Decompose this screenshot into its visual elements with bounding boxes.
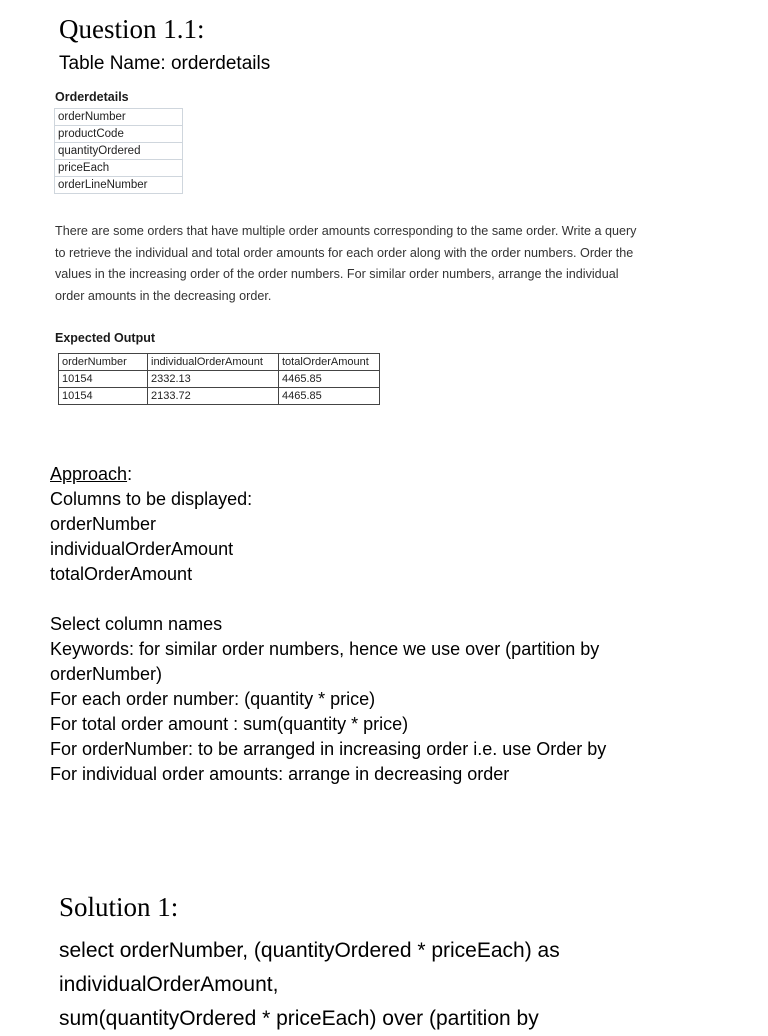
description-line: There are some orders that have multiple order amounts corresponding to the same order. Write a query bbox=[55, 224, 637, 238]
approach-line: For each order number: (quantity * price) bbox=[50, 689, 376, 709]
schema-table bbox=[54, 108, 183, 194]
solution-heading: Solution 1: bbox=[59, 892, 179, 922]
approach-line: Select column names bbox=[50, 614, 223, 634]
approach-line: For individual order amounts: arrange in decreasing order bbox=[50, 764, 510, 784]
code-line: select orderNumber, (quantityOrdered * priceEach) as bbox=[59, 939, 560, 962]
approach-line: totalOrderAmount bbox=[50, 564, 193, 584]
table-row bbox=[59, 388, 380, 405]
table-cell: 4465.85 bbox=[279, 388, 380, 405]
approach-colon: : bbox=[127, 464, 133, 484]
schema-field: orderLineNumber bbox=[55, 177, 183, 194]
schema-field: productCode bbox=[55, 126, 183, 143]
description-line: order amounts in the decreasing order. bbox=[55, 288, 272, 303]
table-cell: 10154 bbox=[59, 371, 148, 388]
schema-row bbox=[55, 109, 183, 126]
approach-section bbox=[50, 462, 740, 787]
schema-field: priceEach bbox=[55, 160, 183, 177]
approach-line: individualOrderAmount bbox=[50, 539, 234, 559]
table-cell: 2332.13 bbox=[148, 371, 279, 388]
schema-row bbox=[55, 126, 183, 143]
table-cell: 4465.85 bbox=[279, 371, 380, 388]
expected-output-title: Expected Output bbox=[55, 331, 156, 345]
expected-output-table-wrapper bbox=[58, 353, 380, 405]
code-line: individualOrderAmount, bbox=[59, 973, 279, 996]
description-paragraph bbox=[55, 221, 715, 307]
description-line: values in the increasing order of the order numbers. For similar order numbers, arrange the individual bbox=[55, 267, 619, 281]
column-header: individualOrderAmount bbox=[148, 354, 279, 371]
question-heading: Question 1.1: bbox=[59, 14, 205, 44]
schema-table-wrapper bbox=[54, 108, 183, 194]
schema-row bbox=[55, 177, 183, 194]
schema-row bbox=[55, 143, 183, 160]
schema-title: Orderdetails bbox=[55, 90, 129, 104]
expected-output-table bbox=[58, 353, 380, 405]
column-header: orderNumber bbox=[59, 354, 148, 371]
description-line: to retrieve the individual and total order amounts for each order along with the order numbers. Order the bbox=[55, 245, 634, 260]
approach-line: Columns to be displayed: bbox=[50, 489, 253, 509]
schema-row bbox=[55, 160, 183, 177]
schema-field: orderNumber bbox=[55, 109, 183, 126]
approach-line: orderNumber) bbox=[50, 664, 163, 684]
table-name-line: Table Name: orderdetails bbox=[59, 53, 271, 74]
table-row bbox=[59, 371, 380, 388]
schema-field: quantityOrdered bbox=[55, 143, 183, 160]
table-cell: 2133.72 bbox=[148, 388, 279, 405]
column-header: totalOrderAmount bbox=[279, 354, 380, 371]
approach-line: Keywords: for similar order numbers, hence we use over (partition by bbox=[50, 639, 600, 659]
table-cell: 10154 bbox=[59, 388, 148, 405]
table-header-row bbox=[59, 354, 380, 371]
approach-label: Approach bbox=[50, 464, 128, 484]
approach-heading bbox=[50, 462, 740, 487]
approach-line: For orderNumber: to be arranged in increasing order i.e. use Order by bbox=[50, 739, 607, 759]
spacer bbox=[50, 587, 740, 612]
approach-line: For total order amount : sum(quantity * price) bbox=[50, 714, 409, 734]
code-line: sum(quantityOrdered * priceEach) over (partition by bbox=[59, 1007, 539, 1030]
approach-line: orderNumber bbox=[50, 514, 157, 534]
solution-code bbox=[59, 934, 560, 1036]
